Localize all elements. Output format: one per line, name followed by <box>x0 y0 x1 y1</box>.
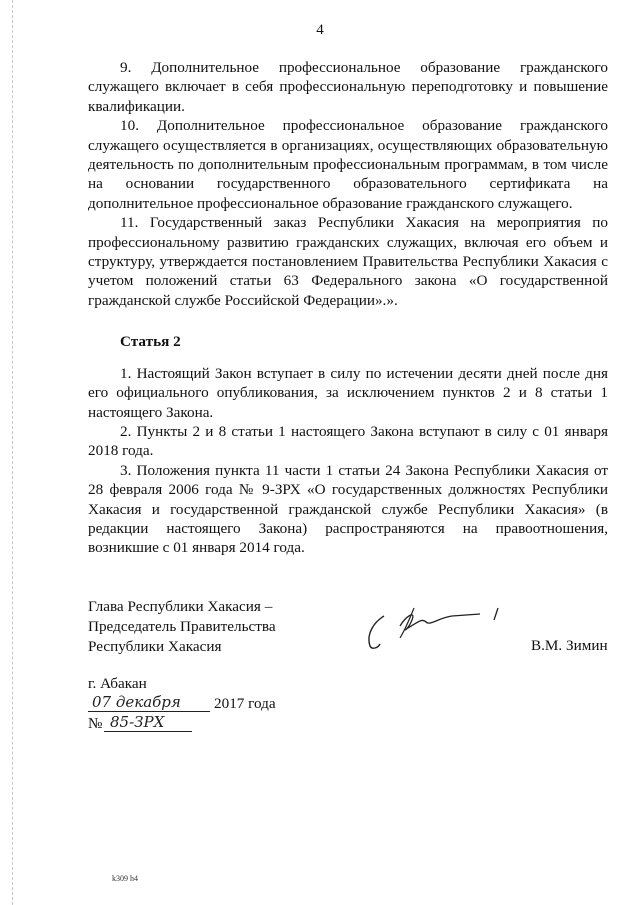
article-item-2: 2. Пункты 2 и 8 статьи 1 настоящего Закона вступают в силу с 01 января 2018 года. <box>88 422 608 460</box>
paragraph-11: 11. Государственный заказ Республики Хакасия на мероприятия по профессиональному развитию гражданских служащих, включая его объем и структуру, утверждается постановлением Правительства Республики Хакасия с учетом положений статьи 63 Федерального закона «О государственной гражданской службе Российской Федерации».». <box>88 214 608 309</box>
article-heading: Статья 2 <box>120 333 181 351</box>
paragraph-9: 9. Дополнительное профессиональное образование гражданского служащего включает в себя профессиональную переподготовку и повышение квалификации. <box>88 59 608 115</box>
document-body <box>88 58 608 558</box>
signatory-title-line-1: Глава Республики Хакасия – <box>88 598 273 615</box>
date-year: 2017 года <box>214 695 276 712</box>
paragraph-10: 10. Дополнительное профессиональное образование гражданского служащего осуществляется в организациях, осуществляющих образовательную деятельность по дополнительным профессиональным программам, в том числе на основании государственного образовательного сертификата на дополнительное профессиональное образование гражданского служащего. <box>88 117 608 212</box>
article-item-3: 3. Положения пункта 11 части 1 статьи 24 Закона Республики Хакасия от 28 февраля 2006 года № 9-ЗРХ «О государственных должностях Республики Хакасия и государственной гражданской службе Республики Хакасия» (в редакции настоящего Закона) распространяются на правоотношения, возникшие с 01 января 2014 года. <box>88 461 608 557</box>
number-underline <box>104 731 192 732</box>
footer-code: k309 h4 <box>112 874 138 883</box>
signatory-title-line-3: Республики Хакасия <box>88 638 222 655</box>
signatory-title-line-2: Председатель Правительства <box>88 618 276 635</box>
handwritten-date: 07 декабря <box>92 693 181 711</box>
margin-guide-line <box>12 0 13 905</box>
handwritten-signature <box>362 598 512 658</box>
page-number: 4 <box>316 22 324 38</box>
number-sign: № <box>88 715 103 732</box>
signatory-title <box>88 597 288 657</box>
handwritten-law-number: 85-ЗРХ <box>110 713 165 731</box>
place-of-signing: г. Абакан <box>88 675 147 692</box>
article-item-1: 1. Настоящий Закон вступает в силу по истечении десяти дней после дня его официального опубликования, за исключением пунктов 2 и 8 статьи 1 настоящего Закона. <box>88 364 608 421</box>
signatory-name: В.М. Зимин <box>531 637 608 654</box>
date-underline <box>88 711 210 712</box>
